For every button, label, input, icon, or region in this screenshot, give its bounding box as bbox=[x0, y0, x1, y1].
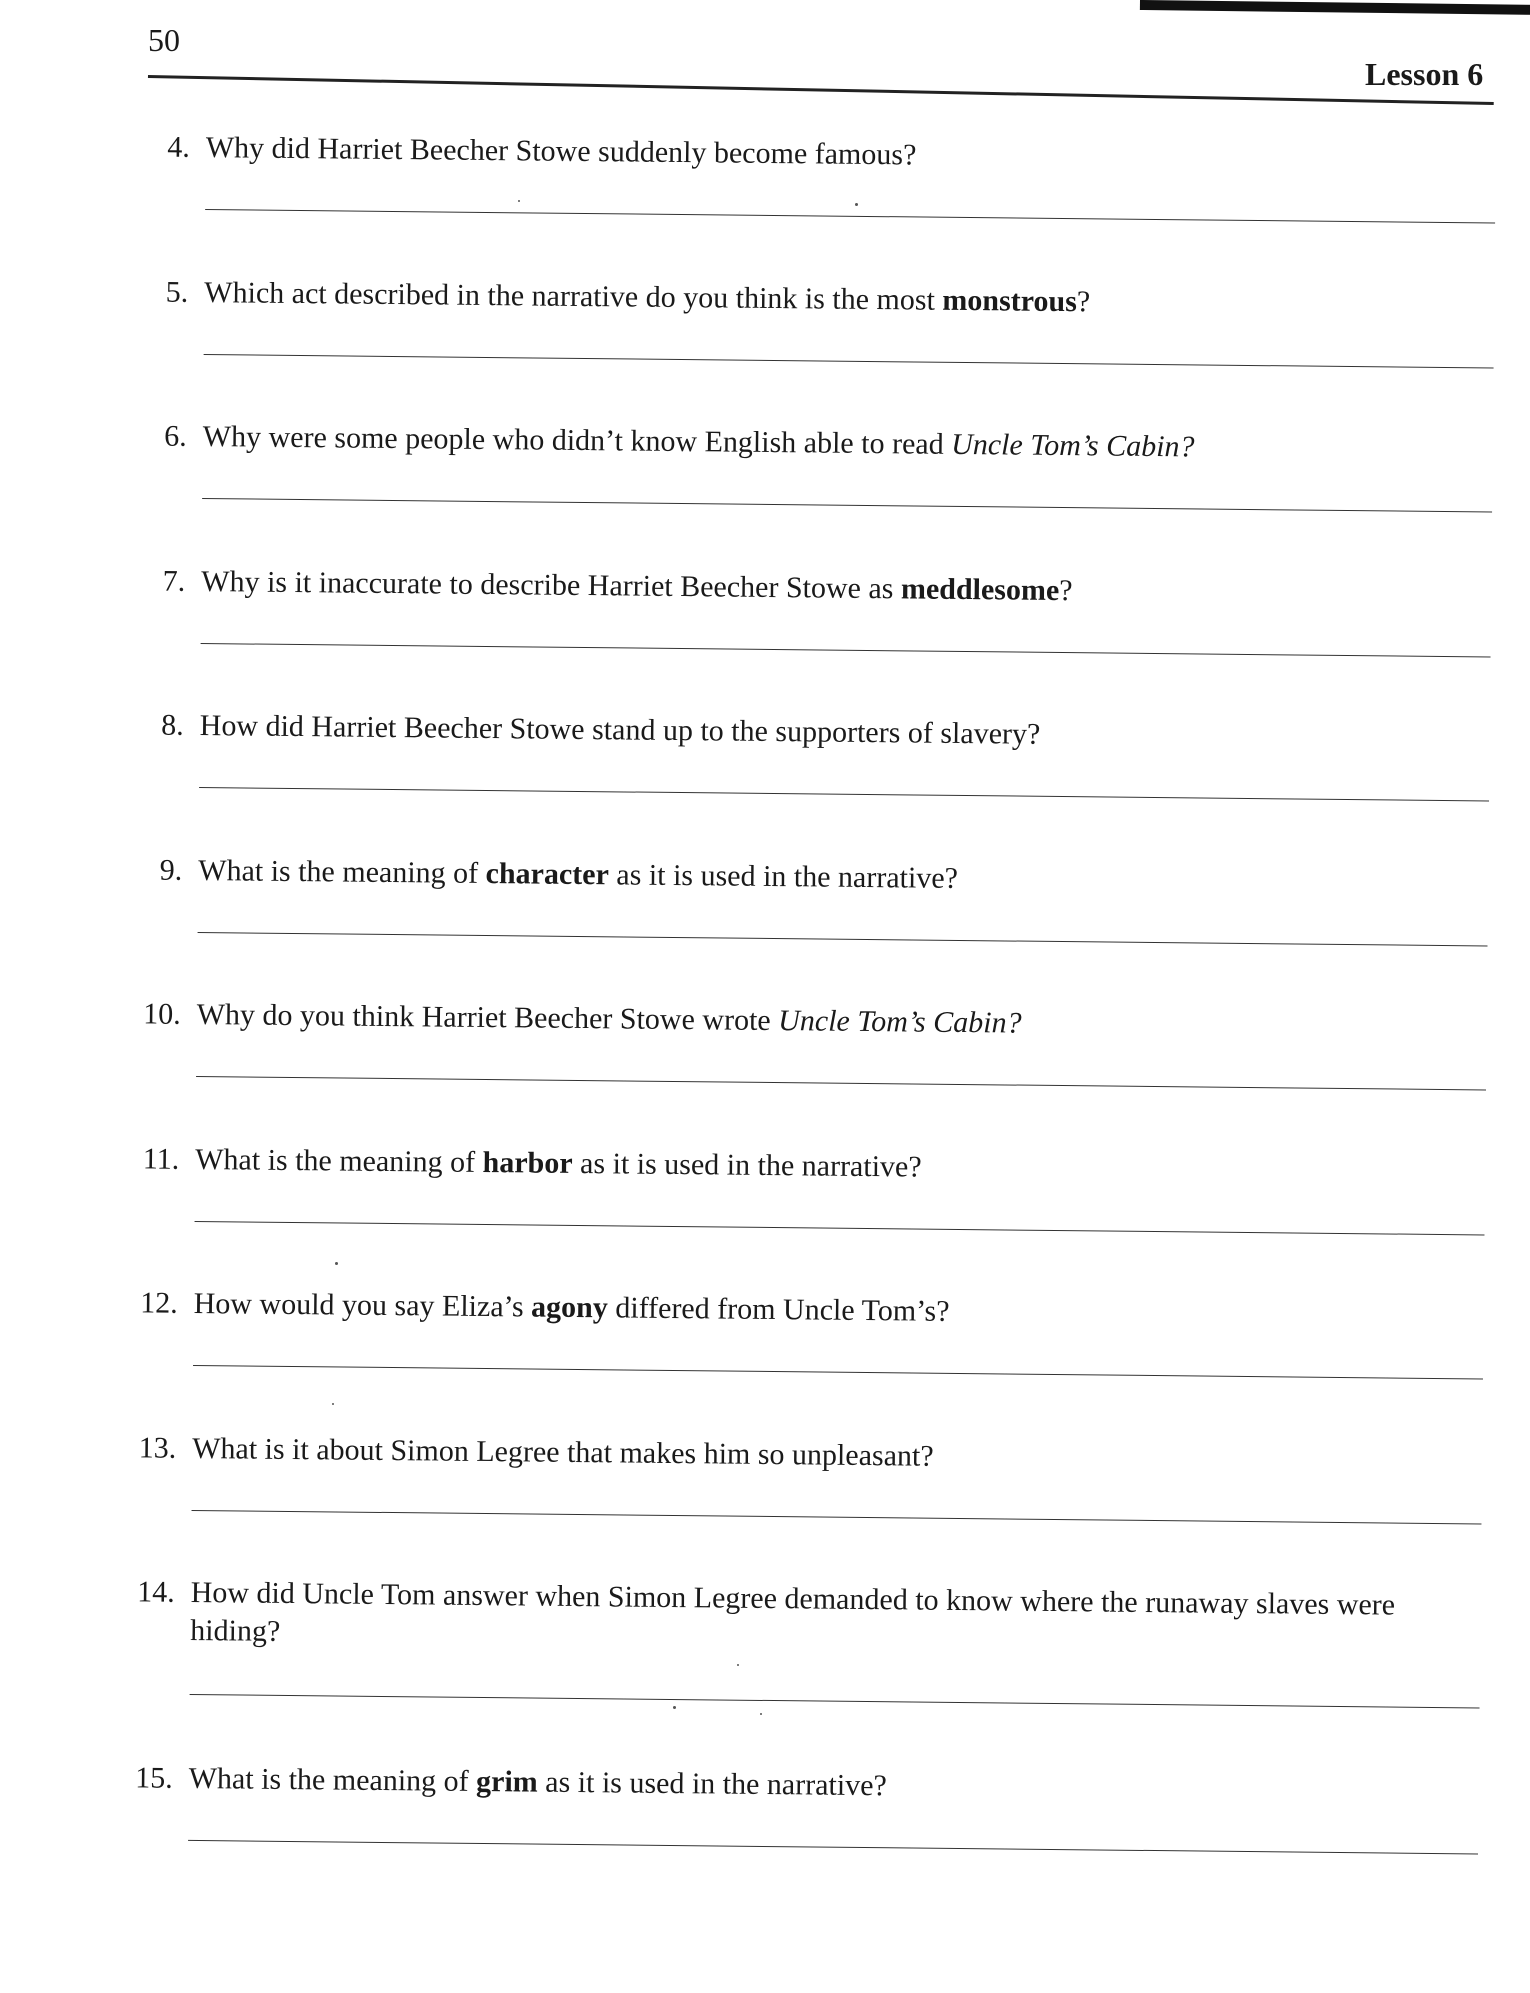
answer-line[interactable] bbox=[196, 1076, 1486, 1091]
question-number: 9. bbox=[159, 853, 183, 887]
question-text-fragment: How did Uncle Tom answer when Simon Legree demanded to know where the runaway slaves were hiding? bbox=[190, 1575, 1396, 1648]
scan-speck bbox=[518, 200, 520, 202]
question-number: 11. bbox=[142, 1141, 180, 1176]
answer-line[interactable] bbox=[201, 642, 1491, 657]
question-text-fragment: What is the meaning of bbox=[198, 853, 486, 890]
scan-speck bbox=[737, 1664, 739, 1666]
question-number: 14. bbox=[136, 1575, 175, 1609]
question-item bbox=[99, 850, 1480, 1009]
question-text bbox=[206, 129, 1436, 180]
answer-line[interactable] bbox=[205, 209, 1495, 224]
scan-edge-shadow bbox=[1140, 0, 1530, 15]
scan-speck bbox=[855, 203, 858, 206]
question-item bbox=[100, 706, 1481, 865]
question-number: 7. bbox=[162, 564, 186, 598]
question-item bbox=[94, 1284, 1475, 1443]
question-text-fragment: ? bbox=[1076, 284, 1091, 318]
question-item bbox=[102, 561, 1483, 720]
question-item bbox=[97, 995, 1478, 1154]
vocabulary-word: grim bbox=[475, 1764, 538, 1799]
question-text-fragment: What is the meaning of bbox=[188, 1761, 477, 1798]
vocabulary-word: monstrous bbox=[942, 283, 1078, 318]
question-list bbox=[89, 128, 1488, 1918]
question-text-fragment: Why do you think Harriet Beecher Stowe wrote bbox=[196, 997, 779, 1038]
question-text-fragment: How would you say Eliza’s bbox=[193, 1286, 532, 1324]
scan-speck bbox=[335, 1262, 338, 1265]
question-number: 10. bbox=[143, 997, 181, 1031]
question-text-fragment: How did Harriet Beecher Stowe stand up to the supporters of slavery? bbox=[199, 708, 1041, 751]
scan-speck bbox=[332, 1403, 334, 1405]
question-text-fragment: as it is used in the narrative? bbox=[537, 1765, 887, 1803]
question-number: 6. bbox=[164, 419, 187, 453]
question-number: 8. bbox=[161, 708, 184, 742]
question-item bbox=[96, 1139, 1477, 1298]
question-text-fragment: What is it about Simon Legree that makes him so unpleasant? bbox=[192, 1431, 934, 1473]
question-number: 5. bbox=[165, 275, 189, 309]
question-item bbox=[105, 272, 1486, 431]
answer-line[interactable] bbox=[193, 1365, 1483, 1380]
question-text bbox=[190, 1574, 1421, 1663]
question-text-fragment: ? bbox=[1059, 573, 1073, 607]
question-number: 15. bbox=[135, 1761, 173, 1795]
lesson-label: Lesson 6 bbox=[1365, 56, 1484, 92]
answer-line[interactable] bbox=[204, 354, 1494, 369]
vocabulary-word: harbor bbox=[482, 1145, 573, 1180]
answer-line[interactable] bbox=[199, 787, 1489, 802]
question-item bbox=[103, 417, 1484, 576]
question-text-fragment: as it is used in the narrative? bbox=[572, 1146, 922, 1184]
question-text-fragment: Why is it inaccurate to describe Harriet Beecher Stowe as bbox=[201, 564, 902, 605]
book-title: Uncle Tom’s Cabin? bbox=[950, 427, 1195, 464]
question-item bbox=[106, 128, 1487, 287]
question-text-fragment: Why did Harriet Beecher Stowe suddenly become famous? bbox=[205, 131, 917, 172]
vocabulary-word: character bbox=[485, 856, 610, 891]
question-item bbox=[89, 1759, 1470, 1918]
scan-speck bbox=[760, 1713, 762, 1715]
vocabulary-word: meddlesome bbox=[900, 571, 1060, 607]
header-rule bbox=[148, 75, 1494, 105]
book-title: Uncle Tom’s Cabin? bbox=[778, 1004, 1022, 1040]
question-number: 4. bbox=[167, 130, 190, 164]
question-item bbox=[93, 1428, 1474, 1587]
question-text-fragment: Which act described in the narrative do you think is the most bbox=[204, 275, 943, 317]
answer-line[interactable] bbox=[195, 1220, 1485, 1235]
question-number: 12. bbox=[140, 1286, 178, 1320]
answer-line[interactable] bbox=[188, 1840, 1478, 1855]
answer-line[interactable] bbox=[190, 1694, 1480, 1709]
question-text-fragment: as it is used in the narrative? bbox=[608, 857, 959, 895]
answer-line[interactable] bbox=[202, 498, 1492, 513]
answer-line[interactable] bbox=[198, 931, 1488, 946]
question-item bbox=[91, 1573, 1473, 1773]
question-text-fragment: What is the meaning of bbox=[195, 1142, 483, 1179]
question-text-fragment: Why were some people who didn’t know English able to read bbox=[202, 420, 952, 461]
answer-line[interactable] bbox=[192, 1509, 1482, 1524]
question-text-fragment: differed from Uncle Tom’s? bbox=[607, 1291, 950, 1328]
question-number: 13. bbox=[138, 1430, 177, 1465]
page-number: 50 bbox=[148, 22, 180, 58]
vocabulary-word: agony bbox=[530, 1290, 609, 1325]
scan-speck bbox=[673, 1706, 676, 1709]
